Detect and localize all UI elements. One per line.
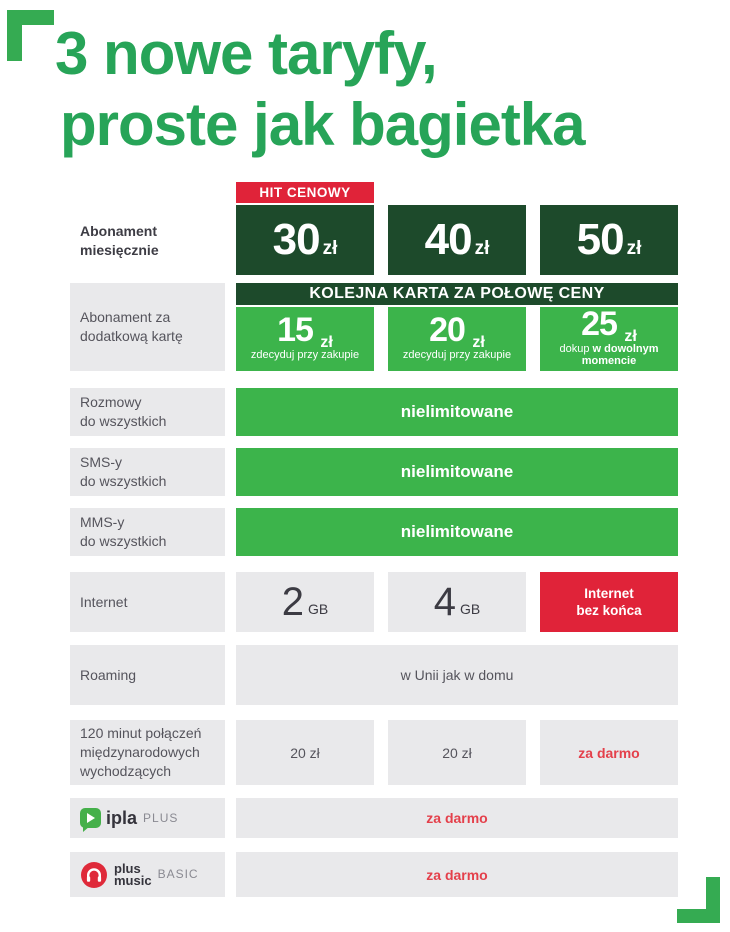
ipla-play-icon: [80, 808, 101, 828]
label-line: do wszystkich: [80, 533, 167, 549]
badge-spacer: [388, 182, 526, 205]
plus-music-brand-text: [114, 860, 152, 888]
half-price-banner: KOLEJNA KARTA ZA POŁOWĘ CENY: [236, 283, 678, 305]
label-line: międzynarodowych: [80, 744, 200, 760]
note-text: zdecyduj przy zakupie: [402, 349, 512, 361]
row-roaming: [70, 645, 678, 705]
badge-spacer: [540, 182, 678, 205]
row-sms: [70, 448, 678, 496]
monthly-price-50: [540, 205, 678, 275]
gb-unit: GB: [460, 601, 481, 617]
brand-line: music: [114, 872, 152, 888]
price-note: [399, 349, 515, 361]
calls-label: [70, 388, 225, 436]
label-line: Roaming: [80, 666, 137, 683]
tariff-table: [70, 182, 678, 897]
page-title: [55, 18, 585, 160]
internet-unlimited-cell: [540, 572, 678, 632]
price-currency: zł: [624, 328, 637, 345]
international-price-2: 20 zł: [388, 720, 526, 785]
roaming-label: [70, 645, 225, 705]
extra-price-25: [540, 307, 678, 371]
free-label: za darmo: [426, 866, 488, 883]
plan-column-3: [540, 182, 678, 275]
price-amount: 30: [272, 215, 320, 264]
monthly-fee-label: [70, 182, 225, 275]
note-text: zdecyduj przy zakupie: [250, 349, 360, 361]
label-line: MMS-y: [80, 514, 125, 530]
calls-value-bar: nielimitowane: [236, 388, 678, 436]
price-amount: 50: [576, 215, 624, 264]
price-line: [581, 305, 637, 345]
extra-price-20: [388, 307, 526, 371]
price-note: [540, 343, 678, 367]
price-currency: zł: [322, 238, 338, 259]
price-line: [277, 311, 333, 351]
price-amount: 40: [424, 215, 472, 264]
label-line: do wszystkich: [80, 413, 167, 429]
price-note: [247, 349, 363, 361]
row-extra-card-fee: [70, 283, 678, 371]
row-plus-music: [70, 852, 678, 897]
hit-price-badge: HIT CENOWY: [236, 182, 374, 203]
mms-label: [70, 508, 225, 556]
extra-card-prices: [236, 307, 678, 371]
price-amount: 20: [429, 311, 465, 349]
gb-amount: 4: [433, 579, 456, 624]
internet-2gb-cell: [236, 572, 374, 632]
label-line: Rozmowy: [80, 394, 142, 410]
highlight-line: bez końca: [576, 603, 642, 618]
highlight-line: Internet: [584, 586, 634, 601]
extra-price-15: [236, 307, 374, 371]
price-line: [429, 311, 485, 351]
label-line: wychodzących: [80, 763, 172, 779]
internet-label: [70, 572, 225, 632]
title-line-1: 3 nowe taryfy,: [55, 20, 437, 87]
ipla-brand-label: [70, 798, 225, 838]
plan-column-1: [236, 182, 374, 275]
headphones-icon: [80, 861, 108, 889]
label-line: dodatkową kartę: [80, 328, 183, 344]
plus-music-tier-text: BASIC: [157, 867, 199, 881]
gb-unit: GB: [308, 601, 329, 617]
extra-card-label: [70, 283, 225, 371]
price-currency: zł: [474, 238, 490, 259]
label-line: miesięcznie: [80, 242, 159, 258]
sms-value-bar: nielimitowane: [236, 448, 678, 496]
row-monthly-fee: [70, 182, 678, 275]
monthly-price-40: [388, 205, 526, 275]
row-ipla: [70, 798, 678, 838]
label-line: Abonament: [80, 223, 157, 239]
international-free-cell: za darmo: [540, 720, 678, 785]
price-amount: 15: [277, 311, 313, 349]
plus-music-brand-label: [70, 852, 225, 897]
note-text-bold: w dowolnym momencie: [581, 343, 659, 367]
row-internet: [70, 572, 678, 632]
internet-4gb-cell: [388, 572, 526, 632]
mms-value-bar: nielimitowane: [236, 508, 678, 556]
price-currency: zł: [472, 334, 485, 351]
row-calls: [70, 388, 678, 436]
row-mms: [70, 508, 678, 556]
label-line: 120 minut połączeń: [80, 725, 202, 741]
ipla-brand-text: ipla: [106, 807, 138, 828]
label-line: do wszystkich: [80, 473, 167, 489]
row-international-minutes: [70, 720, 678, 785]
price-amount: 25: [581, 305, 617, 343]
extra-card-values: [236, 283, 678, 371]
ipla-tier-text: PLUS: [143, 810, 179, 825]
international-label: [70, 720, 225, 785]
roaming-value-bar: w Unii jak w domu: [236, 645, 678, 705]
ipla-value-bar: [236, 798, 678, 838]
title-line-2: proste jak bagietka: [60, 91, 585, 158]
brand-line: plus: [114, 860, 141, 876]
gb-amount: 2: [281, 579, 304, 624]
corner-bracket-bottom-right: [677, 877, 720, 923]
price-currency: zł: [320, 334, 333, 351]
label-line: Abonament za: [80, 309, 171, 325]
label-line: Internet: [80, 593, 128, 610]
plus-music-value-bar: [236, 852, 678, 897]
label-line: SMS-y: [80, 454, 122, 470]
plan-column-2: [388, 182, 526, 275]
corner-bracket-top-left: [7, 10, 54, 61]
international-price-1: 20 zł: [236, 720, 374, 785]
sms-label: [70, 448, 225, 496]
free-label: za darmo: [426, 810, 488, 826]
price-currency: zł: [626, 238, 642, 259]
monthly-price-30: [236, 205, 374, 275]
note-text: dokup: [559, 343, 590, 355]
